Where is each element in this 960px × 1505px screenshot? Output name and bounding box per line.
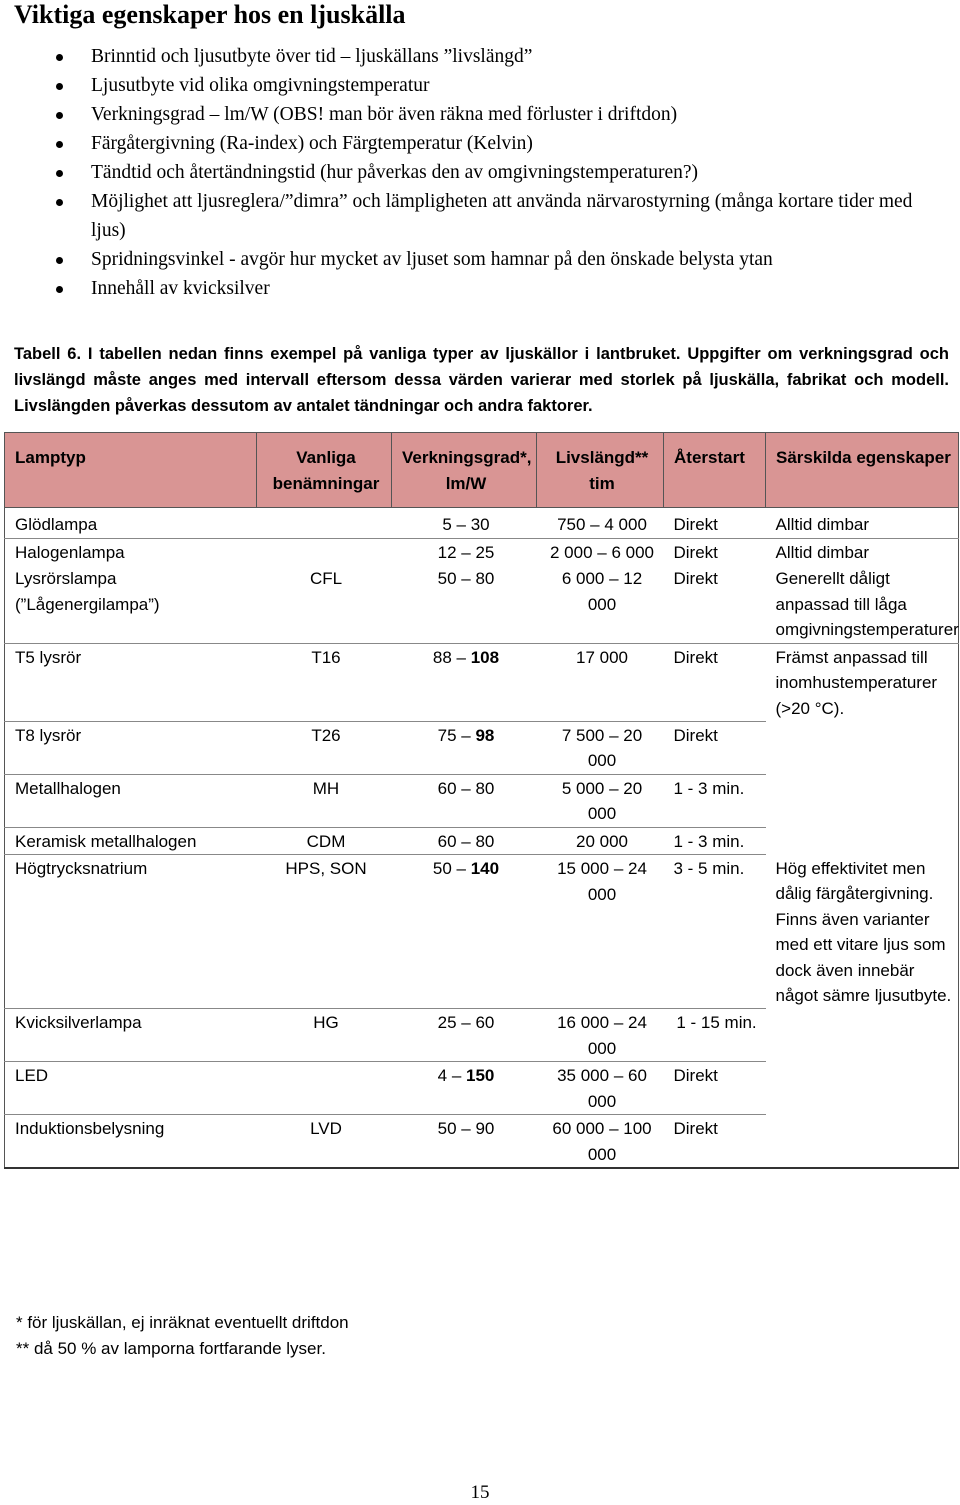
cell-egenskaper [766, 1009, 959, 1062]
cell-aterstart: Direkt [664, 1062, 766, 1115]
cell-egenskaper: Generellt dåligt anpassad till låga omgivningstemperaturer [766, 565, 959, 643]
cell-verkningsgrad [392, 643, 537, 721]
cell-livslangd: 60 000 – 100 000 [537, 1115, 664, 1169]
cell-benamning: CDM [257, 827, 392, 855]
cell-benamning: T16 [257, 643, 392, 721]
list-item: Möjlighet att ljusreglera/”dimra” och lämpligheten att använda närvarostyrning (många kortare tider med ljus) [0, 187, 916, 245]
cell-egenskaper [766, 1062, 959, 1115]
efficiency-separator: – [451, 647, 471, 667]
cell-livslangd: 35 000 – 60 000 [537, 1062, 664, 1115]
cell-livslangd: 6 000 – 12 000 [537, 565, 664, 643]
cell-egenskaper: Hög effektivitet men dålig färgåtergivning. Finns även varianter med ett vitare ljus som dock även innebär något sämre ljusutbyte. [775, 858, 952, 1005]
cell-benamning [257, 538, 392, 565]
cell-lamptyp: Halogenlampa [15, 542, 125, 562]
table-row [5, 1115, 959, 1169]
table-row [5, 774, 959, 827]
table-row [5, 538, 959, 565]
header-livslangd: Livslängd** tim [537, 433, 664, 508]
table-header-row [5, 433, 959, 508]
cell-verkningsgrad [392, 508, 537, 539]
cell-benamning: HG [257, 1009, 392, 1062]
efficiency-separator: – [456, 725, 476, 745]
efficiency-separator: – [456, 1119, 476, 1138]
list-item: Tändtid och återtändningstid (hur påverkas den av omgivningstemperaturen?) [0, 158, 916, 187]
cell-benamning: LVD [257, 1115, 392, 1169]
efficiency-low: 50 [432, 859, 452, 878]
cell-benamning [257, 1062, 392, 1115]
efficiency-low: 12 [437, 542, 457, 562]
cell-lamptyp: Induktionsbelysning [5, 1115, 257, 1169]
light-source-table [4, 432, 959, 1169]
cell-lamptyp: T8 lysrör [5, 721, 257, 774]
cell-livslangd: 16 000 – 24 000 [537, 1009, 664, 1062]
list-item: Spridningsvinkel - avgör hur mycket av ljuset som hamnar på den önskade belysta ytan [0, 245, 916, 274]
efficiency-high: 25 [475, 542, 495, 562]
header-lamptyp: Lamptyp [5, 433, 257, 508]
footnotes [16, 1310, 349, 1362]
footnote: * för ljuskällan, ej inräknat eventuellt driftdon [16, 1313, 349, 1332]
cell-aterstart: Direkt [664, 565, 766, 643]
efficiency-high: 80 [475, 778, 495, 798]
cell-lamptyp: T5 lysrör [5, 643, 257, 721]
efficiency-high: 60 [475, 1013, 495, 1032]
efficiency-high: 140 [470, 859, 500, 878]
efficiency-high: 150 [466, 1066, 495, 1085]
cell-lamptyp: Lysrörslampa (”Lågenergilampa”) [5, 565, 257, 643]
header-egenskaper: Särskilda egenskaper [766, 433, 959, 508]
cell-aterstart: 1 - 3 min. [664, 827, 766, 855]
cell-lamptyp: Kvicksilverlampa [5, 1009, 257, 1062]
list-item: Verkningsgrad – lm/W (OBS! man bör även räkna med förluster i driftdon) [0, 100, 916, 129]
cell-benamning: MH [257, 774, 392, 827]
efficiency-low: 60 [437, 831, 457, 851]
efficiency-high: 108 [470, 647, 500, 667]
cell-livslangd: 15 000 – 24 000 [537, 855, 664, 1009]
table-caption: Tabell 6. I tabellen nedan finns exempel på vanliga typer av ljuskällor i lantbruket. Uppgifter om verkningsgrad och livslängd måste anges med intervall eftersom dessa värden varierar med storlek på ljuskälla, fabrikat och modell. Livslängden påverkas dessutom av antalet tändningar och andra faktorer. [14, 345, 949, 415]
cell-benamning: HPS, SON [257, 855, 392, 1009]
efficiency-separator: – [456, 542, 476, 562]
efficiency-low: 60 [437, 778, 457, 798]
efficiency-low: 88 [432, 647, 452, 667]
efficiency-low: 75 [437, 725, 457, 745]
efficiency-low: 5 [442, 515, 452, 534]
cell-egenskaper [766, 827, 959, 855]
cell-verkningsgrad [392, 565, 537, 643]
footnote: ** då 50 % av lamporna fortfarande lyser. [16, 1339, 326, 1358]
efficiency-separator: – [451, 859, 471, 878]
cell-egenskaper: Alltid dimbar [766, 508, 959, 539]
cell-aterstart: 3 - 5 min. [664, 855, 766, 1009]
cell-aterstart: Direkt [664, 508, 766, 539]
cell-livslangd: 750 – 4 000 [537, 508, 664, 539]
page-number: 15 [470, 1482, 490, 1503]
table-row [5, 721, 959, 774]
efficiency-separator: – [456, 1013, 476, 1032]
cell-verkningsgrad [392, 827, 537, 855]
efficiency-low: 4 [437, 1066, 448, 1085]
cell-livslangd: 17 000 [537, 643, 664, 721]
efficiency-high: 30 [470, 515, 490, 534]
header-verkningsgrad: Verkningsgrad*, lm/W [392, 433, 537, 508]
cell-verkningsgrad [392, 1062, 537, 1115]
efficiency-separator: – [456, 569, 476, 588]
cell-aterstart: 1 - 15 min. [664, 1009, 766, 1062]
cell-egenskaper [766, 774, 959, 827]
table-row [5, 565, 959, 643]
efficiency-separator: – [447, 1066, 466, 1085]
cell-livslangd: 2 000 – 6 000 [550, 542, 654, 562]
efficiency-low: 50 [437, 1119, 457, 1138]
cell-egenskaper [766, 721, 959, 774]
header-benamningar: Vanliga benämningar [257, 433, 392, 508]
efficiency-low: 50 [437, 569, 457, 588]
table-row [5, 827, 959, 855]
table-row [5, 1062, 959, 1115]
cell-egenskaper [766, 1115, 959, 1169]
cell-benamning [257, 508, 392, 539]
cell-lamptyp: Keramisk metallhalogen [5, 827, 257, 855]
cell-aterstart: 1 - 3 min. [664, 774, 766, 827]
efficiency-low: 25 [437, 1013, 457, 1032]
list-item: Brinntid och ljusutbyte över tid – ljuskällans ”livslängd” [0, 42, 916, 71]
cell-verkningsgrad [392, 1009, 537, 1062]
cell-aterstart: Direkt [664, 721, 766, 774]
page-heading: Viktiga egenskaper hos en ljuskälla [14, 0, 406, 29]
efficiency-high: 80 [475, 569, 495, 588]
list-item: Färgåtergivning (Ra-index) och Färgtemperatur (Kelvin) [0, 129, 916, 158]
table-row [5, 643, 959, 721]
cell-egenskaper: Alltid dimbar [775, 542, 870, 562]
cell-aterstart: Direkt [664, 643, 766, 721]
cell-aterstart: Direkt [664, 1115, 766, 1169]
cell-egenskaper: Främst anpassad till inomhustemperaturer (>20 °C). [775, 647, 938, 718]
cell-verkningsgrad [392, 538, 537, 565]
cell-verkningsgrad [392, 721, 537, 774]
header-aterstart: Återstart [664, 433, 766, 508]
list-item: Ljusutbyte vid olika omgivningstemperatur [0, 71, 916, 100]
efficiency-separator: – [456, 831, 476, 851]
cell-aterstart: Direkt [673, 542, 718, 562]
cell-verkningsgrad [392, 774, 537, 827]
efficiency-high: 98 [475, 725, 495, 745]
cell-livslangd: 7 500 – 20 000 [537, 721, 664, 774]
property-list [0, 42, 916, 303]
efficiency-high: 90 [475, 1119, 495, 1138]
table-row [5, 508, 959, 539]
efficiency-separator: – [451, 515, 471, 534]
cell-lamptyp: LED [5, 1062, 257, 1115]
cell-verkningsgrad [392, 855, 537, 1009]
cell-lamptyp: Metallhalogen [5, 774, 257, 827]
cell-benamning: T26 [257, 721, 392, 774]
efficiency-high: 80 [475, 831, 495, 851]
list-item: Innehåll av kvicksilver [0, 274, 916, 303]
cell-benamning: CFL [257, 565, 392, 643]
cell-livslangd: 20 000 [537, 827, 664, 855]
efficiency-separator: – [456, 778, 476, 798]
cell-lamptyp: Glödlampa [5, 508, 257, 539]
cell-verkningsgrad [392, 1115, 537, 1169]
cell-lamptyp: Högtrycksnatrium [5, 855, 257, 1009]
table-row [5, 855, 959, 1009]
table-row [5, 1009, 959, 1062]
cell-livslangd: 5 000 – 20 000 [537, 774, 664, 827]
